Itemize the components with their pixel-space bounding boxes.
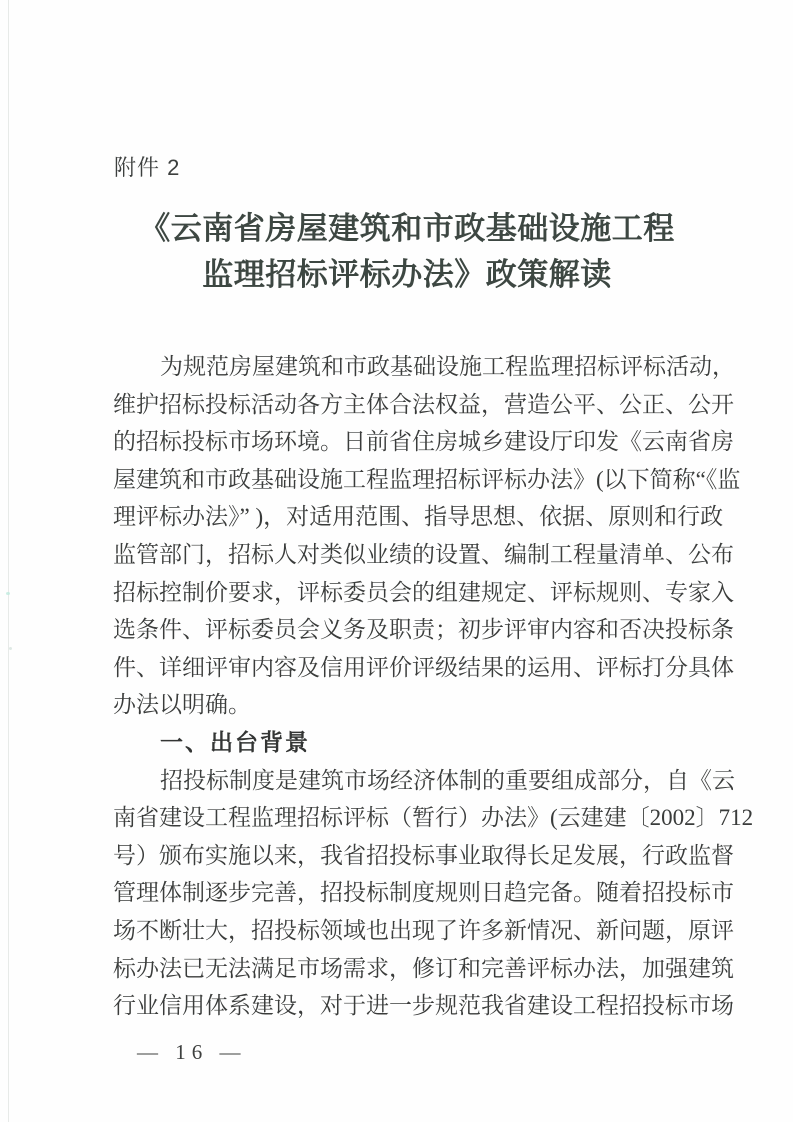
- body-line: 行业信用体系建设，对于进一步规范我省建设工程招投标市场: [113, 993, 734, 1019]
- body-line: 号）颁布实施以来，我省招投标事业取得长足发展，行政监督: [113, 842, 734, 868]
- section-heading-background: 一、出台背景: [160, 728, 310, 755]
- document-title-line1: 《云南省房屋建筑和市政基础设施工程: [139, 211, 675, 246]
- document-title-line2: 监理招标评标办法》政策解读: [202, 257, 612, 292]
- body-line: 场不断壮大，招投标领域也出现了许多新情况、新问题，原评: [113, 917, 734, 943]
- body-line: 件、详细评审内容及信用评价评级结果的运用、评标打分具体: [113, 654, 734, 680]
- body-line: 监管部门，招标人对类似业绩的设置、编制工程量清单、公布: [113, 541, 734, 567]
- body-line: 的招标投标市场环境。日前省住房城乡建设厅印发《云南省房: [113, 429, 734, 455]
- body-line: 屋建筑和市政基础设施工程监理招标评标办法》(以下简称“《监: [113, 466, 741, 492]
- body-line: 选条件、评标委员会义务及职责；初步评审内容和否决投标条: [113, 617, 734, 643]
- body-line: 办法以明确。: [113, 692, 251, 718]
- document-body: [113, 348, 754, 1025]
- body-line: 维护招标投标活动各方主体合法权益，营造公平、公正、公开: [113, 391, 734, 417]
- body-line: 为规范房屋建筑和市政基础设施工程监理招标评标活动，: [160, 354, 735, 379]
- scan-speck: [6, 592, 10, 595]
- body-line: 南省建设工程监理招标评标（暂行）办法》(云建建〔2002〕712: [113, 805, 754, 831]
- scan-speck: [9, 647, 12, 650]
- attachment-label: 附件 2: [114, 155, 181, 180]
- document-title: [110, 206, 704, 298]
- body-line: 招投标制度是建筑市场经济体制的重要组成部分，自《云: [160, 767, 735, 793]
- body-line: 理评标办法》” )，对适用范围、指导思想、依据、原则和行政: [113, 504, 724, 530]
- body-line: 标办法已无法满足市场需求，修订和完善评标办法，加强建筑: [113, 955, 734, 981]
- scan-edge-artifact: [8, 0, 9, 1122]
- page-number: — 16 —: [137, 1040, 247, 1064]
- body-line: 管理体制逐步完善，招投标制度规则日趋完备。随着招投标市: [113, 880, 734, 906]
- body-line: 招标控制价要求，评标委员会的组建规定、评标规则、专家入: [113, 579, 734, 605]
